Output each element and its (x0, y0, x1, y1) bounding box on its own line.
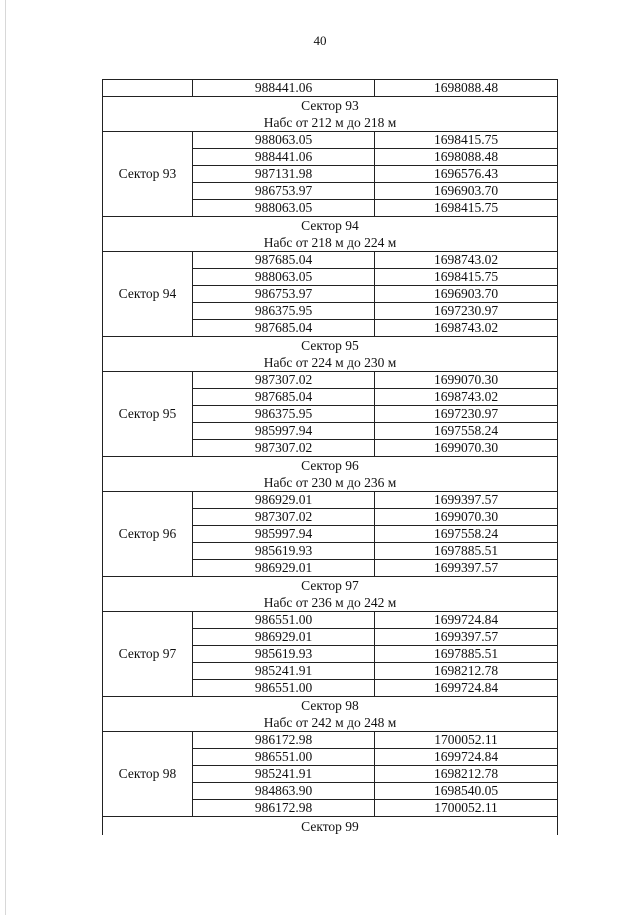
x-coordinate-cell: 988063.05 (193, 200, 375, 217)
y-coordinate-cell: 1696903.70 (375, 286, 558, 303)
x-coordinate-cell: 986375.95 (193, 303, 375, 320)
x-coordinate-cell: 985619.93 (193, 543, 375, 560)
y-coordinate-cell: 1699070.30 (375, 509, 558, 526)
sector-header-cell (103, 217, 558, 252)
x-coordinate-cell: 987685.04 (193, 252, 375, 269)
x-coordinate-cell: 987685.04 (193, 320, 375, 337)
y-coordinate-cell: 1700052.11 (375, 732, 558, 749)
sector-height-range: Набс от 236 м до 242 м (263, 595, 397, 610)
y-coordinate-cell: 1697230.97 (375, 303, 558, 320)
y-coordinate-cell: 1699724.84 (375, 749, 558, 766)
y-coordinate-cell: 1699724.84 (375, 680, 558, 697)
y-coordinate-cell: 1698540.05 (375, 783, 558, 800)
sector-name-cell: Сектор 93 (103, 132, 193, 217)
y-coordinate-cell: 1696576.43 (375, 166, 558, 183)
page-number: 40 (313, 33, 327, 48)
x-coordinate-cell: 987307.02 (193, 440, 375, 457)
sector-title: Сектор 95 (301, 338, 359, 353)
sector-name-cell: Сектор 95 (103, 372, 193, 457)
y-coordinate-cell: 1698743.02 (375, 389, 558, 406)
y-coordinate-cell: 1698088.48 (375, 149, 558, 166)
x-coordinate-cell: 984863.90 (193, 783, 375, 800)
x-coordinate-cell: 988441.06 (193, 80, 375, 97)
x-coordinate-cell: 986753.97 (193, 286, 375, 303)
sector-title: Сектор 94 (301, 218, 359, 233)
table-row (103, 492, 558, 509)
sector-header-row (103, 217, 558, 252)
table-row (103, 732, 558, 749)
x-coordinate-cell: 986929.01 (193, 629, 375, 646)
x-coordinate-cell: 986551.00 (193, 612, 375, 629)
x-coordinate-cell: 986929.01 (193, 492, 375, 509)
x-coordinate-cell: 988063.05 (193, 132, 375, 149)
x-coordinate-cell: 985241.91 (193, 766, 375, 783)
y-coordinate-cell: 1699397.57 (375, 629, 558, 646)
y-coordinate-cell: 1698415.75 (375, 132, 558, 149)
y-coordinate-cell: 1697558.24 (375, 526, 558, 543)
y-coordinate-cell: 1698415.75 (375, 269, 558, 286)
sector-height-range: Набс от 230 м до 236 м (263, 475, 397, 490)
sector-header-row (103, 457, 558, 492)
sector-header-row (103, 97, 558, 132)
x-coordinate-cell: 986172.98 (193, 800, 375, 817)
x-coordinate-cell: 985997.94 (193, 526, 375, 543)
sector-height-range: Набс от 218 м до 224 м (263, 235, 397, 250)
sector-title: Сектор 98 (301, 698, 359, 713)
y-coordinate-cell: 1700052.11 (375, 800, 558, 817)
table-row (103, 612, 558, 629)
x-coordinate-cell: 986929.01 (193, 560, 375, 577)
x-coordinate-cell: 988063.05 (193, 269, 375, 286)
y-coordinate-cell: 1697885.51 (375, 646, 558, 663)
x-coordinate-cell: 986172.98 (193, 732, 375, 749)
sector-title: Сектор 93 (301, 98, 359, 113)
y-coordinate-cell: 1696903.70 (375, 183, 558, 200)
y-coordinate-cell: 1697230.97 (375, 406, 558, 423)
x-coordinate-cell: 986551.00 (193, 680, 375, 697)
sector-height-range: Набс от 212 м до 218 м (263, 115, 397, 130)
y-coordinate-cell: 1697558.24 (375, 423, 558, 440)
y-coordinate-cell: 1699397.57 (375, 492, 558, 509)
x-coordinate-cell: 988441.06 (193, 149, 375, 166)
sector-name-cell: Сектор 96 (103, 492, 193, 577)
x-coordinate-cell: 987131.98 (193, 166, 375, 183)
sector-name-cell: Сектор 94 (103, 252, 193, 337)
x-coordinate-cell: 985997.94 (193, 423, 375, 440)
y-coordinate-cell: 1698088.48 (375, 80, 558, 97)
sector-header-cell (103, 817, 558, 836)
y-coordinate-cell: 1697885.51 (375, 543, 558, 560)
sector-title: Сектор 99 (301, 818, 359, 834)
x-coordinate-cell: 987307.02 (193, 372, 375, 389)
y-coordinate-cell: 1698415.75 (375, 200, 558, 217)
sector-header-cell (103, 97, 558, 132)
table-row (103, 80, 558, 97)
coordinates-table (102, 79, 558, 835)
sector-header-cell (103, 337, 558, 372)
x-coordinate-cell: 986753.97 (193, 183, 375, 200)
sector-header-row (103, 697, 558, 732)
sector-name-cell (103, 80, 193, 97)
coordinates-table-body (103, 80, 558, 836)
sector-header-row (103, 337, 558, 372)
sector-header-cell (103, 697, 558, 732)
table-row (103, 372, 558, 389)
x-coordinate-cell: 985241.91 (193, 663, 375, 680)
sector-header-cell (103, 577, 558, 612)
y-coordinate-cell: 1698212.78 (375, 663, 558, 680)
y-coordinate-cell: 1699070.30 (375, 372, 558, 389)
sector-header-row (103, 817, 558, 836)
sector-title: Сектор 97 (301, 578, 359, 593)
y-coordinate-cell: 1698212.78 (375, 766, 558, 783)
y-coordinate-cell: 1698743.02 (375, 320, 558, 337)
y-coordinate-cell: 1699724.84 (375, 612, 558, 629)
sector-height-range: Набс от 224 м до 230 м (263, 355, 397, 370)
sector-header-row (103, 577, 558, 612)
x-coordinate-cell: 987307.02 (193, 509, 375, 526)
y-coordinate-cell: 1698743.02 (375, 252, 558, 269)
table-row (103, 252, 558, 269)
x-coordinate-cell: 985619.93 (193, 646, 375, 663)
x-coordinate-cell: 986551.00 (193, 749, 375, 766)
y-coordinate-cell: 1699070.30 (375, 440, 558, 457)
scan-edge-line (5, 0, 6, 915)
sector-name-cell: Сектор 98 (103, 732, 193, 817)
sector-header-cell (103, 457, 558, 492)
table-row (103, 132, 558, 149)
sector-name-cell: Сектор 97 (103, 612, 193, 697)
sector-height-range: Набс от 242 м до 248 м (263, 715, 397, 730)
x-coordinate-cell: 986375.95 (193, 406, 375, 423)
y-coordinate-cell: 1699397.57 (375, 560, 558, 577)
x-coordinate-cell: 987685.04 (193, 389, 375, 406)
sector-title: Сектор 96 (301, 458, 359, 473)
